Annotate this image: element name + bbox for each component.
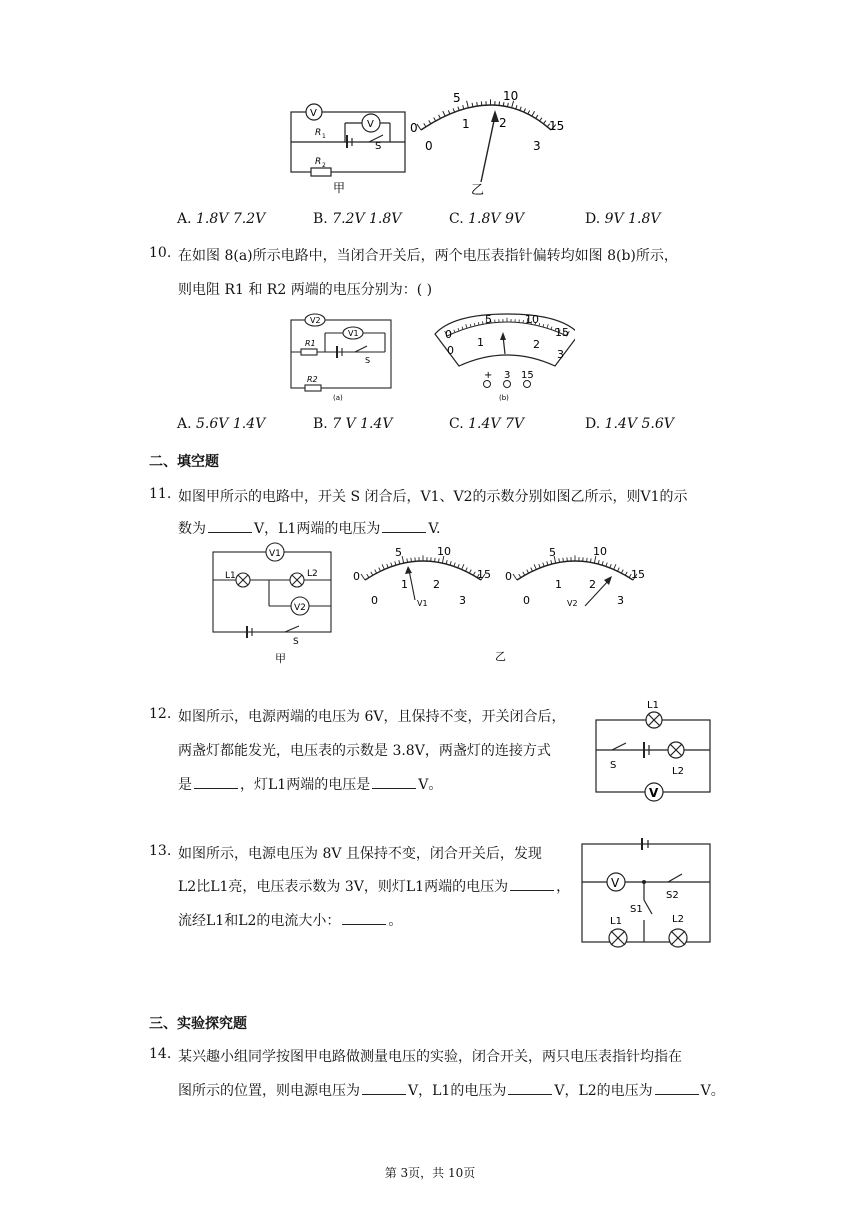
dial-tick: [547, 561, 548, 565]
q9-option-c-text: 1.8V 9V: [468, 211, 524, 227]
q13-circuit: [578, 834, 714, 948]
q10-option-c-letter: C.: [449, 416, 464, 432]
dial-tick: [411, 558, 412, 562]
q9-v2-label: V: [367, 119, 374, 130]
dial-tick: [482, 321, 483, 324]
q9-s-label: S: [375, 141, 382, 152]
dial-tick: [587, 558, 588, 562]
q11-d1-top-10: 10: [437, 545, 451, 558]
dial-tick: [563, 558, 564, 562]
dial-tick: [540, 118, 542, 121]
q10-r1-label: R1: [305, 339, 316, 348]
q11-dial2-name: V2: [567, 599, 578, 608]
dial-tick: [466, 568, 468, 572]
q10-option-c[interactable]: [449, 416, 524, 432]
q13-line1: 如图所示，电源电压为 8V 且保持不变，闭合开关后，发现: [178, 846, 542, 862]
q11-dial1-name: V1: [417, 599, 428, 608]
q10-circuit-and-dial: [285, 308, 575, 404]
q9-dial-bot-0: 0: [425, 139, 433, 153]
q13-s1-label: S1: [630, 904, 643, 915]
q11-d2-top-5: 5: [549, 546, 556, 559]
q11-blank-2[interactable]: [382, 518, 426, 533]
q11-number: 11.: [149, 486, 172, 502]
q9-dial-top-15: 15: [549, 119, 565, 133]
q12-l1-label: L1: [647, 700, 659, 711]
dial-tick: [361, 574, 365, 580]
q10-dial-bot-1: 1: [477, 336, 484, 349]
q10-line2: 则电阻 R1 和 R2 两端的电压分别为：( ): [178, 282, 433, 298]
dial-tick: [379, 568, 381, 572]
dial-tick: [402, 556, 404, 563]
q11-d2-bot-0: 0: [523, 594, 530, 607]
q9-option-a-letter: A.: [177, 211, 192, 227]
q11-fig-right-label: 乙: [495, 650, 506, 663]
dial-tick: [454, 563, 455, 567]
q10-dial-top-0: 0: [445, 328, 452, 341]
dial-tick: [524, 108, 526, 112]
dial-tick: [429, 120, 431, 123]
q12-s-label: S: [610, 760, 617, 771]
q12-line3c: V。: [418, 777, 443, 793]
q10-option-a-text: 5.6V 1.4V: [196, 416, 266, 432]
q13-v-label: V: [611, 876, 620, 890]
q11-d1-bot-1: 1: [401, 578, 408, 591]
q13-s2-label: S2: [666, 890, 679, 901]
q10-figure: [285, 308, 575, 404]
dial-tick: [450, 561, 451, 565]
q13-l2-label: L2: [672, 914, 684, 925]
q9-option-d-text: 9V 1.8V: [604, 211, 661, 227]
q12-circuit: [592, 698, 716, 802]
q10-fig-a-caption: (a): [333, 394, 343, 402]
dial-tick: [367, 574, 369, 577]
section-2-heading: 二、填空题: [149, 454, 219, 470]
dial-tick: [391, 563, 392, 567]
q10-option-b-letter: B.: [313, 416, 328, 432]
q10-line1: 在如图 8(a)所示电路中，当闭合开关后，两个电压表指针偏转均如图 8(b)所示，: [178, 248, 678, 264]
dial-tick: [513, 574, 517, 580]
q10-terminal-15: 15: [521, 370, 534, 381]
q11-v1-label: V1: [269, 549, 281, 559]
q12-line3: [178, 774, 442, 794]
q11-circuit-and-dials: [205, 540, 655, 666]
q10-option-b-text: 7 V 1.4V: [332, 416, 393, 432]
q13-blank-1[interactable]: [510, 876, 554, 891]
q9-v-label: V: [310, 108, 317, 119]
q10-dial-bot-3: 3: [557, 348, 564, 361]
q10-v1-label: V1: [348, 329, 359, 338]
dial-tick: [434, 118, 436, 121]
q9-option-d[interactable]: [585, 211, 660, 227]
q12-line1: 如图所示，电源两端的电压为 6V，且保持不变，开关闭合后，: [178, 709, 566, 725]
q10-dial-bot-2: 2: [533, 338, 540, 351]
q12-line3a: 是: [178, 777, 192, 793]
q11-d2-bot-3: 3: [617, 594, 624, 607]
q11-figure: [205, 540, 655, 666]
dial-tick: [531, 568, 533, 572]
dial-tick: [435, 558, 436, 562]
q11-dial-2: [495, 545, 645, 663]
q13-number: 13.: [149, 843, 172, 859]
q10-option-b[interactable]: [313, 416, 393, 432]
q11-l1-label: L1: [225, 571, 236, 581]
q14-line2c: V，L2的电压为: [554, 1083, 653, 1099]
dial-tick: [382, 564, 384, 569]
dial-tick: [625, 572, 627, 575]
dial-tick: [536, 115, 538, 118]
dial-tick: [448, 110, 450, 114]
q9-r1-label: R: [315, 128, 322, 138]
q11-d1-top-15: 15: [477, 568, 491, 581]
dial-tick: [387, 564, 388, 568]
q10-dial: [435, 313, 575, 402]
dial-tick: [371, 572, 373, 575]
q9-figure: [285, 86, 575, 198]
q9-option-b-text: 7.2V 1.8V: [332, 211, 402, 227]
q14-line2a: 图所示的位置，则电源电压为: [178, 1083, 360, 1099]
dial-tick: [469, 570, 471, 574]
dial-tick: [424, 123, 426, 126]
q10-fig-b-caption: (b): [499, 394, 509, 402]
q10-option-d-letter: D.: [585, 416, 601, 432]
dial-tick: [602, 561, 603, 565]
dial-tick: [621, 570, 623, 574]
q9-option-b-letter: B.: [313, 211, 328, 227]
dial-tick: [462, 564, 464, 569]
q9-fig-left-label: 甲: [333, 181, 346, 195]
q11-d1-bot-0: 0: [371, 594, 378, 607]
q13-line3a: 流经L1和L2的电流大小：: [178, 913, 341, 929]
q11-line1: 如图甲所示的电路中，开关 S 闭合后，V1、V2的示数分别如图乙所示，则V1的示: [178, 489, 688, 505]
dial-tick: [528, 110, 530, 114]
q13-line2a: L2比L1亮，电压表示数为 3V，则灯L1两端的电压为: [178, 879, 509, 895]
q11-d2-top-0: 0: [505, 570, 512, 583]
q9-r2-label: R: [315, 157, 322, 167]
q11-line2c: V.: [428, 521, 441, 537]
q9-circuit-and-dial: [285, 86, 575, 198]
q9-r1-sub: 1: [322, 133, 326, 140]
dial-tick: [606, 563, 607, 567]
q9-option-a[interactable]: [177, 211, 265, 227]
q9-dial-top-0: 0: [410, 121, 418, 135]
q14-blank-2[interactable]: [508, 1080, 552, 1095]
q10-option-d-text: 1.4V 5.6V: [604, 416, 674, 432]
q11-d1-bot-3: 3: [459, 594, 466, 607]
dial-tick: [463, 105, 464, 109]
q10-number: 10.: [149, 245, 172, 261]
q11-d1-top-5: 5: [395, 546, 402, 559]
q11-d1-top-0: 0: [353, 570, 360, 583]
q12-l2-label: L2: [672, 766, 684, 777]
q12-line2: 两盏灯都能发光，电压表的示数是 3.8V，两盏灯的连接方式: [178, 743, 551, 759]
q11-d1-bot-2: 2: [433, 578, 440, 591]
q11-d2-bot-1: 1: [555, 578, 562, 591]
q9-r2-sub: 2: [322, 162, 326, 169]
page-footer: 第 3页，共 10页: [384, 1166, 476, 1180]
q10-dial-bot-0: 0: [447, 344, 454, 357]
q11-line2: [178, 518, 440, 538]
q10-s-label: S: [365, 356, 371, 365]
q10-dial-top-5: 5: [485, 313, 492, 326]
q11-d2-top-10: 10: [593, 545, 607, 558]
q10-option-a-letter: A.: [177, 416, 192, 432]
section-3-heading: 三、实验探究题: [149, 1016, 247, 1032]
dial-tick: [527, 570, 529, 574]
q10-dial-top-10: 10: [525, 313, 539, 326]
dial-tick: [614, 564, 616, 569]
dial-tick: [534, 564, 536, 569]
dial-tick: [446, 560, 447, 564]
dial-tick: [618, 568, 620, 572]
q13-line3: [178, 910, 402, 930]
q10-option-a[interactable]: [177, 416, 265, 432]
dial-tick: [477, 102, 478, 106]
q9-dial-bot-2: 2: [499, 116, 507, 130]
q13-figure: [578, 834, 714, 948]
q10-option-d[interactable]: [585, 416, 674, 432]
q11-d2-top-15: 15: [631, 568, 645, 581]
q9-option-b[interactable]: [313, 211, 401, 227]
q9-option-a-text: 1.8V 7.2V: [196, 211, 266, 227]
dial-tick: [458, 107, 459, 111]
q10-dial-top-15: 15: [555, 326, 569, 339]
q9-dial: [410, 89, 564, 198]
q14-line2d: V。: [700, 1083, 725, 1099]
q13-line2b: ，: [556, 879, 571, 895]
q10-terminal-3: 3: [504, 370, 511, 381]
q12-figure: [592, 698, 716, 802]
q11-fig-left-label: 甲: [275, 652, 286, 665]
q11-v2-label: V2: [294, 603, 306, 613]
q11-s-label: S: [293, 637, 299, 647]
dial-tick: [598, 560, 599, 564]
q10-option-c-text: 1.4V 7V: [468, 416, 524, 432]
q12-blank-2[interactable]: [372, 774, 416, 789]
q9-dial-top-10: 10: [503, 89, 519, 103]
q12-number: 12.: [149, 706, 172, 722]
dial-tick: [399, 560, 400, 564]
q14-number: 14.: [149, 1046, 172, 1062]
q11-l2-label: L2: [307, 569, 318, 579]
dial-tick: [516, 105, 517, 109]
q9-fig-right-label: 乙: [471, 183, 485, 198]
q14-line2: [178, 1080, 725, 1100]
q11-dial-1: [353, 545, 491, 608]
dial-tick: [439, 115, 441, 119]
dial-tick: [473, 572, 475, 575]
q11-blank-1[interactable]: [208, 518, 252, 533]
dial-tick: [443, 111, 445, 116]
dial-tick: [520, 107, 521, 111]
dial-tick: [532, 111, 535, 116]
q13-blank-2[interactable]: [342, 910, 386, 925]
q11-line2a: 数为: [178, 521, 206, 537]
dial-tick: [539, 564, 540, 568]
q14-blank-3[interactable]: [655, 1080, 699, 1095]
q9-dial-top-5: 5: [453, 91, 461, 105]
q14-line1: 某兴趣小组同学按图甲电路做测量电压的实验，闭合开关，两只电压表指针均指在: [178, 1049, 682, 1065]
dial-tick: [375, 570, 377, 574]
q9-dial-bot-3: 3: [533, 139, 541, 153]
dial-tick: [610, 564, 611, 568]
q13-line2: [178, 876, 570, 896]
q11-d2-bot-2: 2: [589, 578, 596, 591]
q10-terminal-plus: +: [484, 370, 493, 381]
q9-option-c-letter: C.: [449, 211, 464, 227]
q10-v2-label: V2: [310, 316, 321, 325]
q14-line2b: V，L1的电压为: [408, 1083, 507, 1099]
q13-l1-label: L1: [610, 916, 622, 927]
q9-dial-bot-1: 1: [462, 117, 470, 131]
dial-tick: [551, 560, 552, 564]
dial-tick: [543, 563, 544, 567]
q9-option-c[interactable]: [449, 211, 524, 227]
q14-blank-1[interactable]: [362, 1080, 406, 1095]
q10-r2-label: R2: [307, 375, 318, 384]
dial-tick: [543, 121, 545, 124]
q12-blank-1[interactable]: [194, 774, 238, 789]
q9-option-d-letter: D.: [585, 211, 601, 227]
q12-line3b: ，灯L1两端的电压是: [240, 777, 371, 793]
dial-tick: [523, 572, 525, 575]
dial-tick: [467, 101, 469, 108]
q13-line3b: 。: [388, 913, 403, 929]
dial-tick: [453, 108, 454, 112]
dial-tick: [395, 561, 396, 565]
q11-line2b: V，L1两端的电压为: [254, 521, 381, 537]
q12-v-label: V: [649, 786, 659, 800]
dial-tick: [458, 564, 459, 568]
dial-tick: [519, 574, 521, 577]
